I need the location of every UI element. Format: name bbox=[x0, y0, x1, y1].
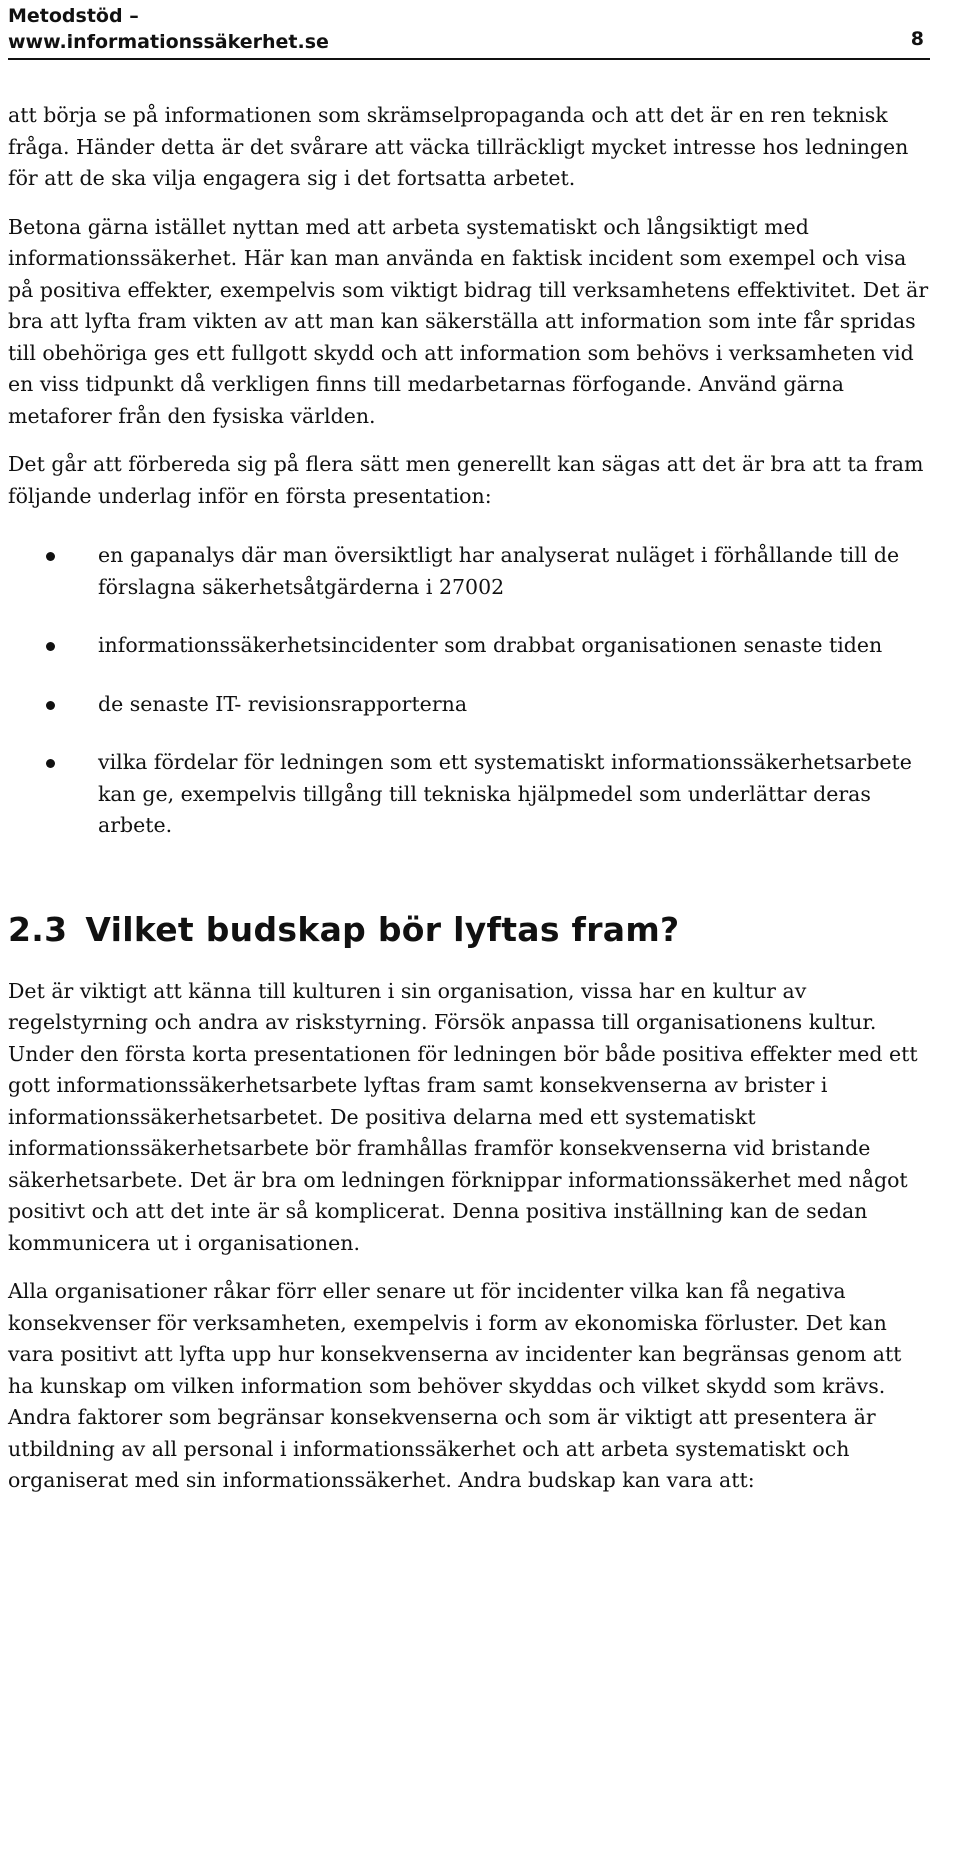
list-item-text: en gapanalys där man översiktligt har analyserat nuläget i förhållande till de förslagna säkerhetsåtgärderna i 27002 bbox=[98, 543, 900, 599]
section-heading bbox=[8, 910, 930, 950]
bullet-icon bbox=[46, 701, 55, 710]
section-number: 2.3 bbox=[8, 909, 68, 949]
paragraph: Det går att förbereda sig på flera sätt men generellt kan sägas att det är bra att ta fram följande underlag inför en första presentation: bbox=[8, 452, 924, 508]
bullet-icon bbox=[46, 642, 55, 651]
paragraph: att börja se på informationen som skrämselpropaganda och att det är en ren teknisk fråga. Händer detta är det svårare att väcka tillräckligt mycket intresse hos ledningen för att de ska vilja engagera sig i det fortsatta arbetet. bbox=[8, 103, 909, 190]
page-header bbox=[8, 0, 930, 60]
page-number: 8 bbox=[910, 28, 924, 50]
list-item-text: de senaste IT- revisionsrapporterna bbox=[98, 691, 468, 716]
paragraph: Betona gärna istället nyttan med att arbeta systematiskt och långsiktigt med informationssäkerhet. Här kan man använda en faktisk incident som exempel och visa på positiva effekter, exempelvis som viktigt bidrag till verksamhetens effektivitet. Det är bra att lyfta fram vikten av att man kan säkerställa att information som inte får spridas till obehöriga ges ett fullgott skydd och att information som behövs i verksamheten vid en viss tidpunkt då verkligen finns till medarbetarnas förfogande. Använd gärna metaforer från den fysiska världen. bbox=[8, 214, 929, 428]
list-item bbox=[8, 747, 930, 842]
page-content bbox=[8, 60, 930, 1497]
list-item bbox=[8, 689, 930, 721]
bullet-list bbox=[8, 540, 930, 842]
header-title-line1: Metodstöd – bbox=[8, 5, 139, 27]
paragraph: Det är viktigt att känna till kulturen i sin organisation, vissa har en kultur av regelstyrning och andra av riskstyrning. Försök anpassa till organisationens kultur. Under den första korta presentationen för ledningen bör både positiva effekter med ett gott informationssäkerhetsarbete lyftas fram samt konsekvenserna av brister i informationssäkerhetsarbetet. De positiva delarna med ett systematiskt informationssäkerhetsarbete bör framhållas framför konsekvenserna vid bristande säkerhetsarbete. Det är bra om ledningen förknippar informationssäkerhet med något positivt och att det inte är så komplicerat. Denna positiva inställning kan de sedan kommunicera ut i organisationen. bbox=[8, 978, 918, 1255]
bullet-icon bbox=[46, 759, 55, 768]
bullet-icon bbox=[46, 552, 55, 561]
list-item-text: informationssäkerhetsincidenter som drabbat organisationen senaste tiden bbox=[98, 633, 883, 657]
paragraph: Alla organisationer råkar förr eller senare ut för incidenter vilka kan få negativa konsekvenser för verksamheten, exempelvis i form av ekonomiska förluster. Det kan vara positivt att lyfta upp hur konsekvenserna av incidenter kan begränsas genom att ha kunskap om vilken information som behöver skyddas och vilket skydd som krävs. Andra faktorer som begränsar konsekvenserna och som är viktigt att presentera är utbildning av all personal i informationssäkerhet och att arbeta systematiskt och organiserat med sin informationssäkerhet. Andra budskap kan vara att: bbox=[8, 1279, 902, 1492]
list-item-text: vilka fördelar för ledningen som ett systematiskt informationssäkerhetsarbete kan ge, exempelvis tillgång till tekniska hjälpmedel som underlättar deras arbete. bbox=[98, 750, 912, 837]
list-item bbox=[8, 540, 930, 603]
header-website: www.informationssäkerhet.se bbox=[8, 31, 329, 53]
list-item bbox=[8, 630, 930, 662]
section-title: Vilket budskap bör lyftas fram? bbox=[85, 909, 680, 949]
header-title bbox=[8, 0, 329, 55]
